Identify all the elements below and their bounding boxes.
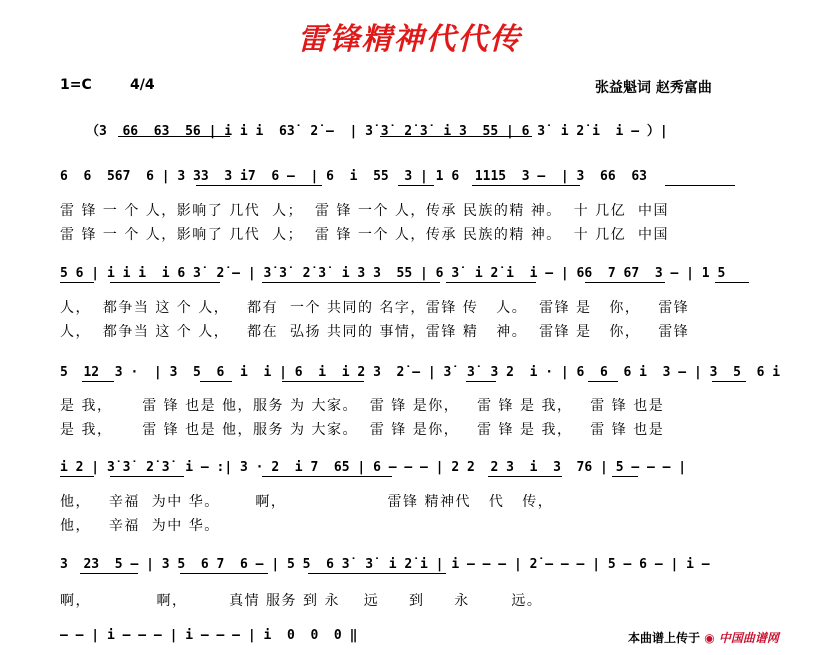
beam <box>472 185 580 186</box>
beam <box>665 185 735 186</box>
score-row-1-notes: 6 6 567 6 | 3 33 3 i7 6 – | 6 i 55 3 | 1 6 1115 3 – | 3 66 63 <box>60 169 647 184</box>
score-row-4-lyric-2: 他， 辛福 为中 华。 <box>60 518 220 534</box>
beam <box>488 476 562 477</box>
score-row-3-lyric-1: 是 我， 雷 锋 也是 他，服务 为 大家。 雷 锋 是你， 雷 锋 是 我， 雷 锋 也是 <box>60 398 665 414</box>
time-signature: 4/4 <box>130 77 155 93</box>
score-row-4-lyric-1: 他， 辛福 为中 华。 啊， 雷锋 精神代 代 传， <box>60 494 554 510</box>
beam <box>262 476 392 477</box>
beam <box>588 381 618 382</box>
key-signature: 1=C <box>60 77 92 93</box>
beam <box>612 476 638 477</box>
footer-label: 本曲谱上传于 <box>628 631 701 645</box>
score-row-5-notes: 3 23 5 – | 3 5 6 7 6 – | 5 5 6 3̇ 3̇ i 2̇ i | i – – – | 2̇ – – – | 5 – 6 – | i – <box>60 557 710 572</box>
beam <box>60 282 94 283</box>
footer <box>628 629 779 646</box>
score-row-3-lyric-2: 是 我， 雷 锋 也是 他，服务 为 大家。 雷 锋 是你， 雷 锋 是 我， 雷 锋 也是 <box>60 422 665 438</box>
beam <box>466 381 496 382</box>
beam <box>80 573 138 574</box>
song-title: 雷锋精神代代传 <box>297 22 522 57</box>
beam <box>715 282 749 283</box>
beam <box>200 381 232 382</box>
beam <box>308 573 446 574</box>
score-row-5-lyric-1: 啊， 啊， 真情 服务 到 永 远 到 永 远。 <box>60 593 543 609</box>
intro-notes: （3 66 63 56 | i i i 63̇ 2̇ – | 3̇ 3̇ 2̇ 3̇ i 3 55 | 6 3̇ i 2̇ i i – ）| <box>86 124 668 139</box>
score-row-6-notes: – – | i – – – | i – – – | i 0 0 0 ‖ <box>60 628 358 643</box>
beam <box>82 381 114 382</box>
score-row-1-lyric-2: 雷 锋 一 个 人，影响了 几代 人； 雷 锋 一个 人，传承 民族的精 神。 十 几亿 中国 <box>60 227 670 243</box>
beam <box>60 476 94 477</box>
score-row-3-notes: 5 12 3 · | 3 5 6 i i | 6 i i 2 3 2̇ – | 3̇ 3̇ 3 2 i · | 6 6 6 i 3 – | 3 5 6 i <box>60 365 781 380</box>
beam <box>282 381 364 382</box>
credits: 张益魁词 赵秀富曲 <box>595 80 712 96</box>
beam <box>262 282 440 283</box>
beam <box>585 282 665 283</box>
score-row-2-lyric-1: 人， 都争当 这 个 人， 都有 一个 共同的 名字，雷锋 传 人。 雷锋 是 你， 雷锋 <box>60 300 690 316</box>
beam <box>446 282 536 283</box>
intro-beam <box>118 136 230 137</box>
site-logo-icon: ◉ <box>704 631 715 645</box>
score-row-2-notes: 5 6 | i i i i 6 3̇ 2̇ – | 3̇ 3̇ 2̇ 3̇ i 3 3 55 | 6 3̇ i 2̇ i i – | 66 7 67 3 – | 1 5 <box>60 266 726 281</box>
score-row-2-lyric-2: 人， 都争当 这 个 人， 都在 弘扬 共同的 事情，雷锋 精 神。 雷锋 是 你， 雷锋 <box>60 324 690 340</box>
beam <box>110 282 220 283</box>
beam <box>180 573 268 574</box>
beam <box>196 185 322 186</box>
beam <box>712 381 746 382</box>
beam <box>110 476 184 477</box>
footer-site[interactable]: 中国曲谱网 <box>718 631 779 645</box>
beam <box>398 185 434 186</box>
score-row-1-lyric-1: 雷 锋 一 个 人，影响了 几代 人； 雷 锋 一个 人，传承 民族的精 神。 十 几亿 中国 <box>60 203 670 219</box>
intro-beam <box>380 136 532 137</box>
score-row-4-notes: i 2 | 3̇ 3̇ 2̇ 3̇ i – :| 3 · 2 i 7 65 | 6 – – – | 2 2 2 3 i 3 76 | 5 – – – | <box>60 460 687 475</box>
